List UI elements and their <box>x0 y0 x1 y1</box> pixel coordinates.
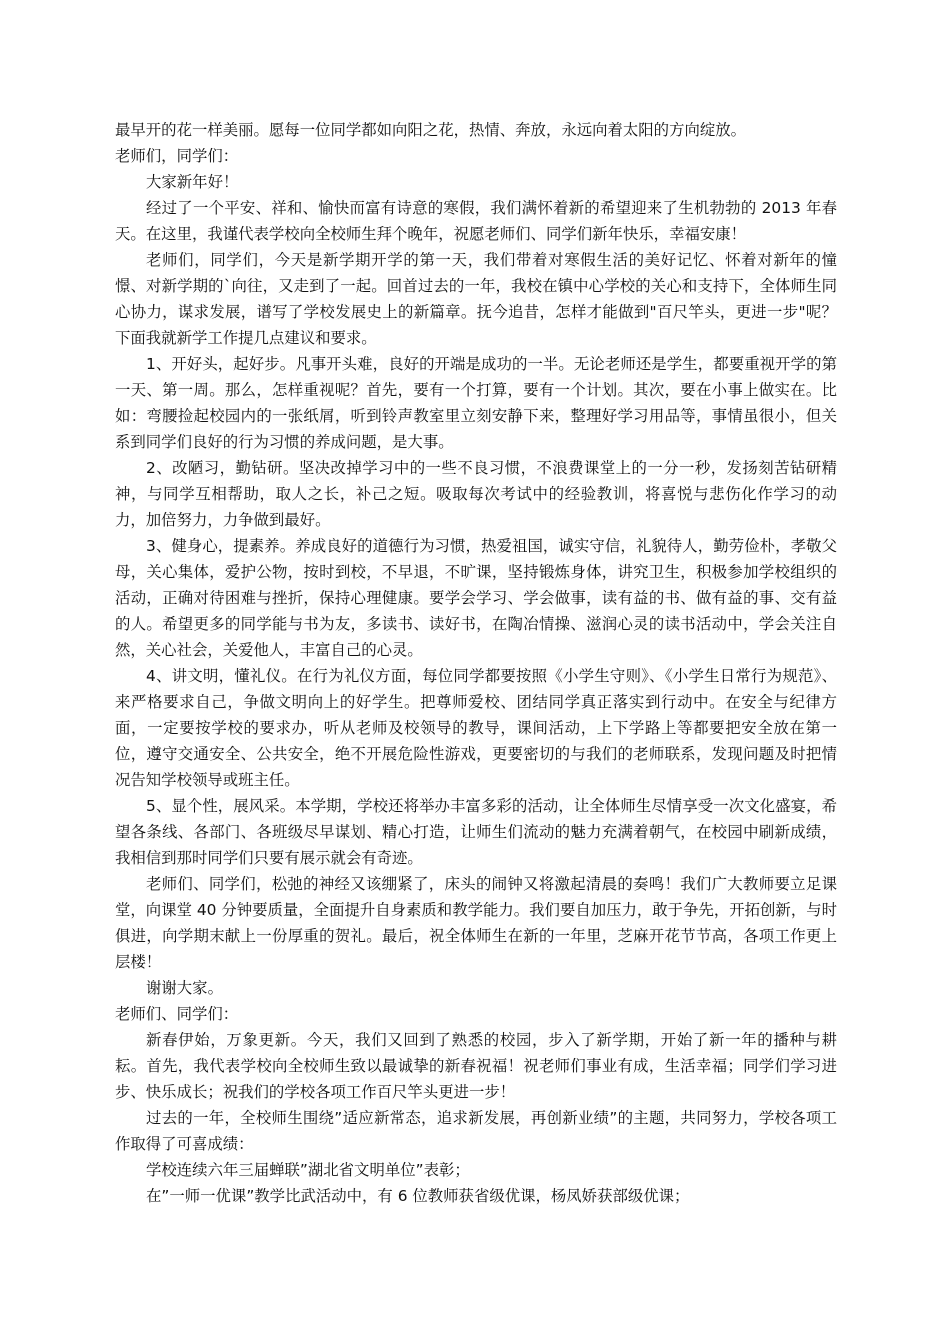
paragraph: 1、开好头，起好步。凡事开头难，良好的开端是成功的一半。无论老师还是学生，都要重视开学的第一天、第一周。那么，怎样重视呢？首先，要有一个打算，要有一个计划。其次，要在小事上做实在。比如：弯腰捡起校园内的一张纸屑，听到铃声教室里立刻安静下来，整理好学习用品等，事情虽很小，但关系到同学们良好的行为习惯的养成问题，是大事。 <box>115 355 837 451</box>
paragraph: 5、显个性，展风采。本学期，学校还将举办丰富多彩的活动，让全体师生尽情享受一次文化盛宴，希望各条线、各部门、各班级尽早谋划、精心打造，让师生们流动的魅力充满着朝气，在校园中刷新成绩，我相信到那时同学们只要有展示就会有奇迹。 <box>115 797 837 867</box>
paragraph: 4、讲文明，懂礼仪。在行为礼仪方面，每位同学都要按照《小学生守则》、《小学生日常行为规范》、来严格要求自己，争做文明向上的好学生。把尊师爱校、团结同学真正落实到行动中。在安全与纪律方面，一定要按学校的要求办，听从老师及校领导的教导，课间活动，上下学路上等都要把安全放在第一位，遵守交通安全、公共安全，绝不开展危险性游戏，更要密切的与我们的老师联系，发现问题及时把情况告知学校领导或班主任。 <box>115 667 837 789</box>
paragraph: 在”一师一优课”教学比武活动中，有 6 位教师获省级优课，杨凤娇获部级优课； <box>146 1187 690 1205</box>
paragraph: 最早开的花一样美丽。愿每一位同学都如向阳之花，热情、奔放，永远向着太阳的方向绽放。 <box>115 121 747 139</box>
document-page <box>115 117 837 1209</box>
paragraph: 老师们、同学们，松弛的神经又该绷紧了，床头的闹钟又将激起清晨的奏鸣！我们广大教师要立足课堂，向课堂 40 分钟要质量，全面提升自身素质和教学能力。我们要自加压力，敢于争先，开拓创新，与时俱进，向学期末献上一份厚重的贺礼。最后，祝全体师生在新的一年里，芝麻开花节节高，各项工作更上层楼！ <box>115 875 837 971</box>
paragraph: 新春伊始，万象更新。今天，我们又回到了熟悉的校园，步入了新学期，开始了新一年的播种与耕耘。首先，我代表学校向全校师生致以最诚挚的新春祝福！祝老师们事业有成，生活幸福；同学们学习进步、快乐成长；祝我们的学校各项工作百尺竿头更进一步！ <box>115 1031 837 1101</box>
paragraph: 经过了一个平安、祥和、愉快而富有诗意的寒假，我们满怀着新的希望迎来了生机勃勃的 2013 年春天。在这里，我谨代表学校向全校师生拜个晚年，祝愿老师们、同学们新年快乐，幸福安康！ <box>115 199 837 243</box>
salutation: 老师们、同学们： <box>115 1005 239 1023</box>
paragraph: 老师们，同学们，今天是新学期开学的第一天，我们带着对寒假生活的美好记忆、怀着对新年的憧憬、对新学期的`向往，又走到了一起。回首过去的一年，我校在镇中心学校的关心和支持下，全体师生同心协力，谋求发展，谱写了学校发展史上的新篇章。抚今追昔，怎样才能做到"百尺竿头，更进一步"呢？下面我就新学工作提几点建议和要求。 <box>115 251 837 347</box>
paragraph: 大家新年好！ <box>146 173 239 191</box>
salutation: 老师们，同学们： <box>115 147 239 165</box>
paragraph: 过去的一年，全校师生围绕”适应新常态，追求新发展，再创新业绩”的主题，共同努力，学校各项工作取得了可喜成绩： <box>115 1109 837 1153</box>
paragraph: 2、改陋习，勤钻研。坚决改掉学习中的一些不良习惯，不浪费课堂上的一分一秒，发扬刻苦钻研精神，与同学互相帮助，取人之长，补己之短。吸取每次考试中的经验教训，将喜悦与悲伤化作学习的动力，加倍努力，力争做到最好。 <box>115 459 837 529</box>
paragraph: 学校连续六年三届蝉联”湖北省文明单位”表彰； <box>146 1161 470 1179</box>
closing: 谢谢大家。 <box>146 979 223 997</box>
paragraph: 3、健身心，提素养。养成良好的道德行为习惯，热爱祖国，诚实守信，礼貌待人，勤劳俭朴，孝敬父母，关心集体，爱护公物，按时到校，不早退，不旷课，坚持锻炼身体，讲究卫生，积极参加学校组织的活动，正确对待困难与挫折，保持心理健康。要学会学习、学会做事，读有益的书、做有益的事、交有益的人。希望更多的同学能与书为友，多读书、读好书，在陶冶情操、滋润心灵的读书活动中，学会关注自然，关心社会，关爱他人，丰富自己的心灵。 <box>115 537 837 659</box>
